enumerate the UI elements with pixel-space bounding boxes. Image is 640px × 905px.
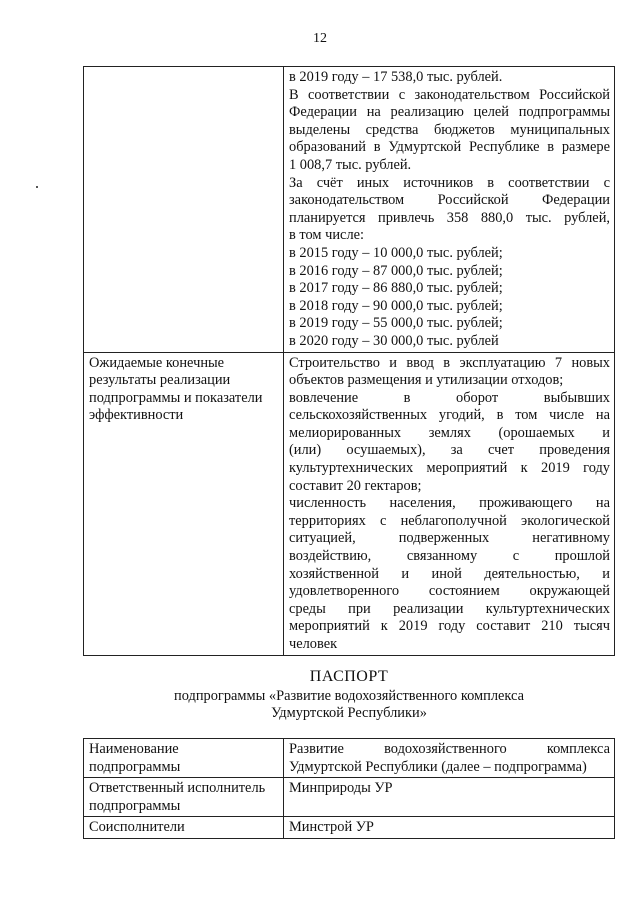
table-row [84, 778, 615, 817]
passport-subtitle-line: подпрограммы «Развитие водохозяйственного комплекса [174, 687, 524, 704]
result-line: ситуацией, подверженных негативному [289, 530, 610, 547]
funding-year-line: в 2015 году – 10 000,0 тыс. рублей; [289, 244, 503, 261]
field-value: Развитие водохозяйственного комплекса [289, 741, 610, 757]
field-value: Минприроды УР [289, 780, 393, 797]
funding-line: образований в Удмуртской Республике в размере [289, 139, 610, 156]
funding-line: законодательством Российской Федерации [289, 192, 610, 209]
result-line: сельскохозяйственных угодий, в том числе на [289, 407, 610, 424]
field-label-cell [84, 817, 284, 839]
table-row [84, 739, 615, 778]
result-line: мероприятий к 2019 году составит 210 тысяч [289, 618, 610, 635]
field-value-cell [284, 739, 615, 778]
passport-subtitle-line: Удмуртской Республики» [271, 705, 427, 722]
funding-line: В соответствии с законодательством Российской [289, 86, 610, 103]
passport-title: ПАСПОРТ [309, 668, 389, 685]
field-label: Ответственный исполнитель [89, 780, 266, 797]
field-value-cell [284, 778, 615, 817]
label-line: результаты реализации [89, 372, 231, 389]
passport-table [83, 738, 615, 839]
result-line: воздействию, связанному с прошлой [289, 548, 610, 565]
expected-results-cell [284, 352, 615, 655]
funding-year-line: в 2016 году – 87 000,0 тыс. рублей; [289, 262, 503, 279]
funding-line: 1 008,7 тыс. рублей. [289, 156, 412, 173]
funding-year-line: в 2017 году – 86 880,0 тыс. рублей; [289, 280, 503, 297]
result-line: культуртехнических мероприятий к 2019 году [289, 460, 610, 477]
subprogram-table-continuation [83, 66, 615, 656]
result-line: территориях с неблагополучной экологической [289, 512, 610, 529]
field-label: подпрограммы [89, 758, 181, 775]
funding-cell [284, 67, 615, 353]
passport-heading [83, 668, 615, 723]
label-line: Ожидаемые конечные [89, 354, 225, 371]
funding-line: выделены средства бюджетов муниципальных [289, 121, 610, 138]
result-line: численность населения, проживающего на [289, 495, 610, 512]
field-value: Минстрой УР [289, 819, 374, 836]
label-line: подпрограммы и показатели [89, 389, 263, 406]
funding-line: Федерации на реализацию целей подпрограммы [289, 104, 610, 121]
result-line: среды при реализации культуртехнических [289, 600, 610, 617]
result-line: составит 20 гектаров; [289, 477, 422, 494]
result-line: (или) осушаемых), за счет проведения [289, 442, 610, 459]
funding-year-line: в 2020 году – 30 000,0 тыс. рублей [289, 332, 499, 349]
funding-line: За счёт иных источников в соответствии с [289, 174, 610, 191]
table-cell-empty [84, 67, 284, 353]
result-line: вовлечение в оборот выбывших [289, 389, 610, 406]
field-value-cell [284, 817, 615, 839]
table-row [84, 352, 615, 655]
field-label-cell [84, 739, 284, 778]
field-label: Наименование [89, 741, 179, 757]
funding-year-line: в 2019 году – 55 000,0 тыс. рублей; [289, 315, 503, 332]
field-label-cell [84, 778, 284, 817]
field-label: подпрограммы [89, 797, 181, 814]
page-number: 12 [313, 31, 327, 46]
funding-line: в 2019 году – 17 538,0 тыс. рублей. [289, 69, 503, 85]
field-label: Соисполнители [89, 819, 185, 836]
field-value: Удмуртской Республики (далее – подпрограмма) [289, 758, 587, 775]
funding-year-line: в 2018 году – 90 000,0 тыс. рублей; [289, 297, 503, 314]
funding-line: в том числе: [289, 227, 365, 244]
result-line: объектов размещения и утилизации отходов; [289, 372, 564, 389]
scan-speck [36, 186, 38, 188]
result-line: мелиорированных землях (орошаемых и [289, 424, 610, 441]
result-line: человек [289, 636, 338, 652]
result-line: Строительство и ввод в эксплуатацию 7 новых [289, 354, 610, 371]
label-line: эффективности [89, 407, 184, 424]
result-line: удовлетворенного состоянием окружающей [289, 583, 610, 600]
expected-results-label-cell [84, 352, 284, 655]
table-row [84, 817, 615, 839]
table-row [84, 67, 615, 353]
funding-line: планируется привлечь 358 880,0 тыс. рублей, [289, 209, 610, 226]
result-line: хозяйственной и иной деятельностью, и [289, 565, 610, 582]
